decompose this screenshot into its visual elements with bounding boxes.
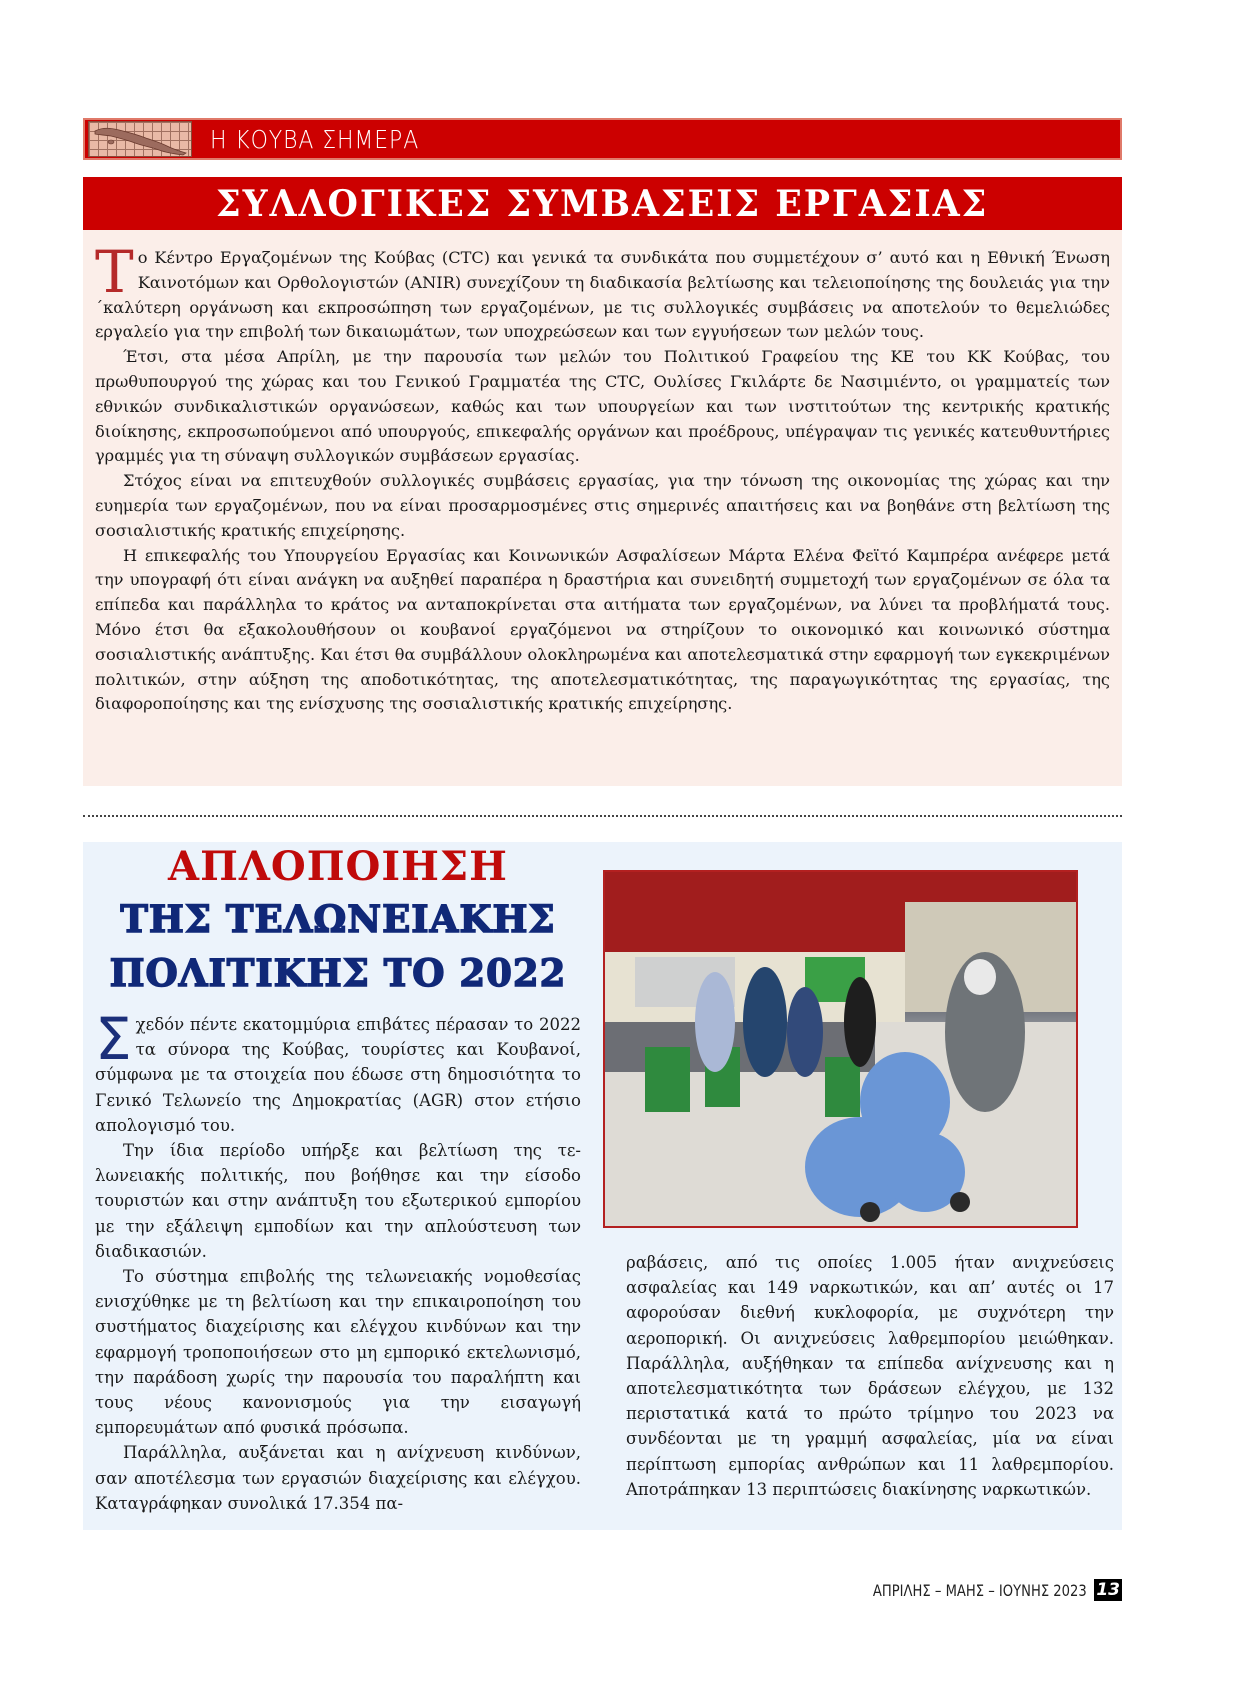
article1-title-bar [83,177,1122,230]
dropcap: Σ [95,1005,132,1073]
article2-paragraph: ραβάσεις, από τις οποίες 1.005 ήταν ανιχνεύσεις ασφαλείας και 149 ναρκωτικών, και απ’ αυτές οι 17 αφορούσαν διεθνή κυκλοφορία, με συχνότερη την αεροπορική. Οι ανιχνεύσεις λαθρεμπορίου μειώθηκαν. Παράλληλα, αυξήθηκαν τα επίπεδα ανίχνευσης και η αποτελεσματικότητα των δράσεων ελέγχου, με 132 περιστατικά κατά το πρώτο τρίμηνο του 2023 να συνδέονται με τη γραμμή ασφαλείας, μία να είναι περίπτωση εμπορίας ανθρώπων και 11 λαθρεμπορίου. Αποτράπηκαν 13 περιπτώσεις διακίνησης ναρκωτικών. [626,1253,1114,1499]
article1-paragraph: Η επικεφαλής του Υπουργείου Εργασίας και Κοινωνικών Ασφαλίσεων Μάρτα Ελένα Φεϊτό Καμπρέρα ανέφερε μετά την υπογραφή ότι είναι ανάγκη να αυξηθεί παραπέρα η δραστήρια και συνειδητή συμμετοχή των εργαζομένων σε όλα τα επίπεδα και παράλληλα το κράτος να ανταποκρίνεται στα αιτήματα των εργαζομένων, να λύνει τα προβλήματά τους. Μόνο έτσι θα εξακολουθήσουν οι κουβανοί εργαζόμενοι να στηρίζουν το οικονομικό και κοινωνικό σύστημα σοσιαλιστικής ανάπτυξης. Και έτσι θα συμβάλλουν ολοκληρωμένα και αποτελεσματικά στην εφαρμογή των εγκεκριμένων πολιτικών, στην αύξηση της αποδοτικότητας, της αποτελεσματικότητας, της παραγωγικότητας της εργασίας, της διαφοροποίησης και της ενίσχυσης της σοσιαλιστικής κρατικής επιχείρησης. [95,545,1110,714]
issue-date: ΑΠΡΙΛΗΣ – ΜΑΗΣ – ΙΟΥΝΗΣ 2023 [872,1580,1087,1600]
article1-title: ΣΥΛΛΟΓΙΚΕΣ ΣΥΜΒΑΣΕΙΣ ΕΡΓΑΣΙΑΣ [216,182,989,225]
page-number: 13 [1096,1580,1120,1600]
article2-paragraph: Παράλληλα, αυξάνεται και η ανίχνευση κινδύνων, σαν αποτέλεσμα των εργασιών διαχείρισης και ελέγχου. Καταγράφηκαν συνολικά 17.354 πα- [95,1443,581,1513]
article1-paragraph: Το Κέντρο Εργαζομένων της Κούβας (CTC) και γενικά τα συνδικάτα που συμμετέχουν σ’ αυτό και η Εθνική Ένωση Καινοτόμων και Ορθολογιστών (ANIR) συνεχίζουν τη διαδικασία βελτίωσης και τελειοποίησης της δουλειάς για την ΄καλύτερη οργάνωση και εκπροσώπηση των εργαζομένων, με τις συλλογικές συμβάσεις να αποτελούν το θεμελιώδες εργαλείο για την επιβολή των δικαιωμάτων, των υποχρεώσεων και των εγγυήσεων των μελών τους. [95,238,1110,342]
article1-paragraph: Στόχος είναι να επιτευχθούν συλλογικές συμβάσεις εργασίας, για την τόνωση της οικονομίας της χώρας και την ευημερία των εργαζομένων, που να είναι προσαρμοσμένες στις σημερινές απαιτήσεις και να βοηθάνε στη βελτίωση της σοσιαλιστικής κρατικής επιχείρησης. [95,471,1110,540]
article1-body [83,230,1122,786]
section-divider [83,815,1122,817]
page-footer [800,1578,1122,1602]
article2-paragraph: Σχεδόν πέντε εκατομμύρια επιβάτες πέρασαν το 2022 τα σύνορα της Κούβας, τουρίστες και Κουβανοί, σύμφωνα με τα στοιχεία που έδωσε στη δημοσιότητα το Γενικό Τελωνείο της Δημοκρατίας (AGR) στον ετήσιο απολογισμό του. [95,1005,581,1135]
article2-right-column [626,1250,1114,1502]
dropcap: Τ [95,238,134,306]
airport-baggage-hall-photo [603,870,1078,1228]
headline-line-2: ΤΗΣ ΤΕΛΩΝΕΙΑΚΗΣ [120,897,556,941]
article1-paragraph: Έτσι, στα μέσα Απρίλη, με την παρουσία των μελών του Πολιτικού Γραφείου της ΚΕ του ΚΚ Κούβας, του πρωθυπουργού της χώρας και του Γενικού Γραμματέα της CTC, Ουλίσες Γκιλάρτε δε Νασιμιέντο, οι γραμματείς των εθνικών συνδικαλιστικών οργανώσεων, καθώς και των υπουργείων και των ινστιτούτων της κεντρικής κρατικής διοίκησης, εκπροσωπούμενοι από υπουργούς, επικεφαλής οργάνων και προέδρους, υπέγραψαν τις γενικές κατευθυντήριες γραμμές για τη σύναψη συλλογικών συμβάσεων εργασίας. [95,347,1110,466]
headline-line-3: ΠΟΛΙΤΙΚΗΣ ΤΟ 2022 [109,951,567,995]
article2-paragraph: Την ίδια περίοδο υπήρξε και βελτίωση της τελωνειακής πολιτικής, που βοήθησε και την είσοδο τουριστών και στην ανάπτυξη του εξωτερικού εμπορίου με την εξάλειψη εμποδίων και την απλούστευση των διαδικασιών. [95,1141,581,1261]
section-header [83,118,1122,160]
article2-left-column [95,1005,581,1516]
headline-line-1: ΑΠΛΟΠΟΙΗΣΗ [168,843,508,890]
section-label: Η ΚΟΥΒΑ ΣΗΜΕΡΑ [210,124,420,154]
article2-paragraph: Το σύστημα επιβολής της τελωνειακής νομοθεσίας ενισχύθηκε με τη βελτίωση και την επικαιροποίηση του συστήματος διαχείρισης και ελέγχου κινδύνων και την εφαρμογή τροποποιήσεων στο μη εμπορικό εκτελωνισμό, την παράδοση χωρίς την παρουσία του παραλήπτη και τους νέους κανονισμούς για την εισαγωγή εμπορευμάτων από φυσικά πρόσωπα. [95,1267,581,1438]
article2-headline [83,842,593,1000]
cuba-map-icon [88,121,192,157]
